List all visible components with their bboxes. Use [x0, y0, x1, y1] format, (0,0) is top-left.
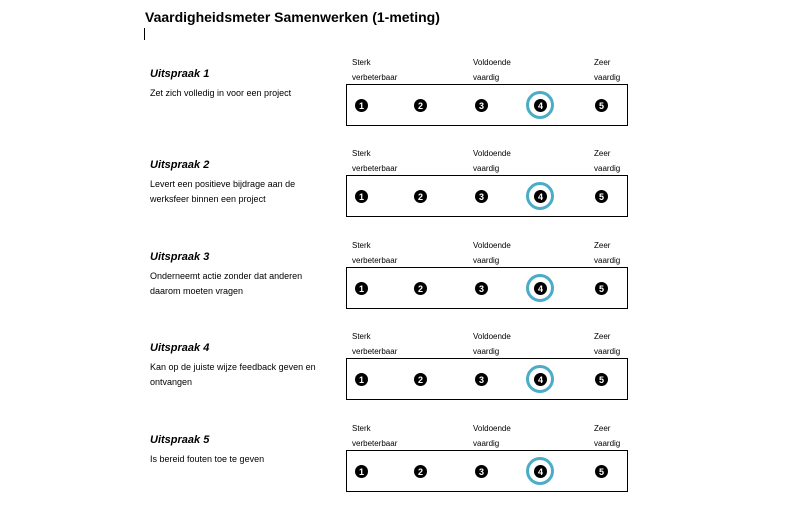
rating-option-3[interactable]: 3 — [475, 373, 488, 386]
rating-option-4[interactable]: 4 — [534, 99, 547, 112]
statement-text: Zet zich volledig in voor een project — [150, 88, 292, 98]
rating-option-1[interactable]: 1 — [355, 99, 368, 112]
statement-3 — [0, 241, 800, 331]
scale-label-low: Sterk verbeterbaar — [352, 58, 398, 82]
rating-option-4[interactable]: 4 — [534, 190, 547, 203]
scale-label-low: Sterk verbeterbaar — [352, 149, 398, 173]
rating-scale — [346, 267, 628, 309]
rating-option-2[interactable]: 2 — [414, 99, 427, 112]
scale-label-high: Zeer vaardig — [594, 149, 621, 173]
scale-label-high: Zeer vaardig — [594, 58, 621, 82]
rating-option-1[interactable]: 1 — [355, 190, 368, 203]
rating-option-3[interactable]: 3 — [475, 99, 488, 112]
scale-label-low: Sterk verbeterbaar — [352, 424, 398, 448]
rating-option-2[interactable]: 2 — [414, 282, 427, 295]
scale-label-mid: Voldoende vaardig — [473, 58, 511, 82]
scale-label-mid: Voldoende vaardig — [473, 332, 511, 356]
statement-1 — [0, 58, 800, 148]
rating-option-2[interactable]: 2 — [414, 465, 427, 478]
statement-text: Kan op de juiste wijze feedback geven en ontvangen — [150, 362, 316, 387]
rating-option-2[interactable]: 2 — [414, 373, 427, 386]
scale-label-high: Zeer vaardig — [594, 241, 621, 265]
rating-option-2[interactable]: 2 — [414, 190, 427, 203]
rating-option-5[interactable]: 5 — [595, 465, 608, 478]
statement-title: Uitspraak 3 — [150, 251, 210, 263]
scale-label-mid: Voldoende vaardig — [473, 241, 511, 265]
statement-title: Uitspraak 2 — [150, 159, 210, 171]
scale-label-low: Sterk verbeterbaar — [352, 332, 398, 356]
statement-text: Is bereid fouten toe te geven — [150, 454, 265, 464]
rating-scale — [346, 84, 628, 126]
scale-label-mid: Voldoende vaardig — [473, 149, 511, 173]
statement-title: Uitspraak 4 — [150, 342, 210, 354]
rating-option-5[interactable]: 5 — [595, 99, 608, 112]
rating-option-3[interactable]: 3 — [475, 190, 488, 203]
rating-option-4[interactable]: 4 — [534, 373, 547, 386]
rating-option-4[interactable]: 4 — [534, 282, 547, 295]
rating-scale — [346, 175, 628, 217]
scale-label-low: Sterk verbeterbaar — [352, 241, 398, 265]
rating-option-5[interactable]: 5 — [595, 282, 608, 295]
rating-option-1[interactable]: 1 — [355, 373, 368, 386]
statement-title: Uitspraak 5 — [150, 434, 210, 446]
statement-text: Levert een positieve bijdrage aan de werksfeer binnen een project — [150, 179, 296, 204]
rating-option-5[interactable]: 5 — [595, 373, 608, 386]
statement-4 — [0, 332, 800, 422]
rating-scale — [346, 450, 628, 492]
rating-option-1[interactable]: 1 — [355, 465, 368, 478]
document-title: Vaardigheidsmeter Samenwerken (1-meting) — [145, 9, 440, 25]
statement-text: Onderneemt actie zonder dat anderen daarom moeten vragen — [150, 271, 303, 296]
statement-2 — [0, 149, 800, 239]
rating-option-4[interactable]: 4 — [534, 465, 547, 478]
rating-option-1[interactable]: 1 — [355, 282, 368, 295]
statement-5 — [0, 424, 800, 514]
scale-label-high: Zeer vaardig — [594, 332, 621, 356]
scale-label-mid: Voldoende vaardig — [473, 424, 511, 448]
rating-scale — [346, 358, 628, 400]
statement-title: Uitspraak 1 — [150, 68, 210, 80]
scale-label-high: Zeer vaardig — [594, 424, 621, 448]
rating-option-3[interactable]: 3 — [475, 282, 488, 295]
text-cursor — [144, 28, 145, 40]
rating-option-5[interactable]: 5 — [595, 190, 608, 203]
rating-option-3[interactable]: 3 — [475, 465, 488, 478]
